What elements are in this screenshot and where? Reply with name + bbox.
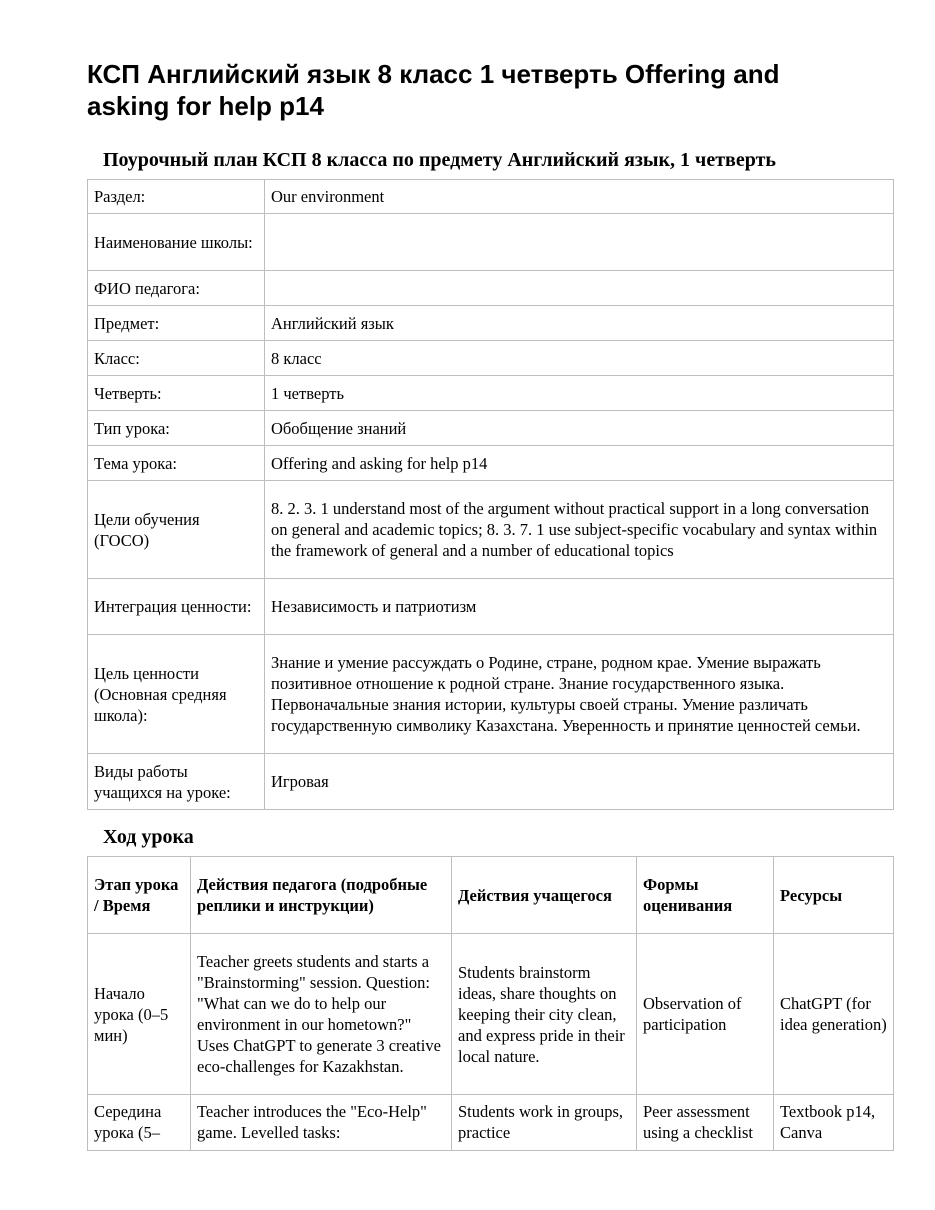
table-row [88, 376, 894, 411]
lesson-cell: Teacher introduces the "Eco-Help" game. Levelled tasks: [191, 1095, 452, 1151]
lesson-cell: Начало урока (0–5 мин) [88, 934, 191, 1095]
lesson-cell: ChatGPT (for idea generation) [774, 934, 894, 1095]
info-value: 8. 2. 3. 1 understand most of the argument without practical support in a long conversation on general and academic topics; 8. 3. 7. 1 use subject-specific vocabulary and syntax within the framework of general and a number of educational topics [265, 481, 894, 579]
table-row [88, 1095, 894, 1151]
info-label: Предмет: [88, 306, 265, 341]
info-value: Английский язык [265, 306, 894, 341]
lesson-info-table [87, 179, 894, 810]
table-row [88, 579, 894, 635]
info-value: Знание и умение рассуждать о Родине, стране, родном крае. Умение выражать позитивное отношение к родной стране. Знание государственного языка. Первоначальные знания истории, культуры своей страны. Умение различать государственную символику Казахстана. Уверенность и принятие ценностей семьи. [265, 635, 894, 754]
table-row [88, 271, 894, 306]
info-value: 8 класс [265, 341, 894, 376]
info-value: 1 четверть [265, 376, 894, 411]
info-label: Цель ценности (Основная средняя школа): [88, 635, 265, 754]
info-value: Our environment [265, 180, 894, 214]
table-row [88, 754, 894, 810]
column-header-stage: Этап урока / Время [88, 857, 191, 934]
table-row [88, 411, 894, 446]
table-row [88, 635, 894, 754]
column-header-resources: Ресурсы [774, 857, 894, 934]
info-value: Игровая [265, 754, 894, 810]
info-label: Цели обучения (ГОСО) [88, 481, 265, 579]
table-row [88, 180, 894, 214]
info-value: Независимость и патриотизм [265, 579, 894, 635]
table-header-row [88, 857, 894, 934]
lesson-cell: Teacher greets students and starts a "Brainstorming" session. Question: "What can we do to help our environment in our hometown?" Uses ChatGPT to generate 3 creative eco-challenges for Kazakhstan. [191, 934, 452, 1095]
info-label: Тип урока: [88, 411, 265, 446]
lesson-cell: Textbook p14, Canva [774, 1095, 894, 1151]
lesson-cell: Students brainstorm ideas, share thoughts on keeping their city clean, and express pride in their local nature. [452, 934, 637, 1095]
info-value [265, 271, 894, 306]
column-header-teacher-actions: Действия педагога (подробные реплики и инструкции) [191, 857, 452, 934]
info-label: Тема урока: [88, 446, 265, 481]
info-label: Интеграция ценности: [88, 579, 265, 635]
document-title: КСП Английский язык 8 класс 1 четверть Offering and asking for help p14 [87, 59, 780, 121]
info-label: Четверть: [88, 376, 265, 411]
table-row [88, 934, 894, 1095]
lesson-cell: Observation of participation [637, 934, 774, 1095]
lesson-cell: Students work in groups, practice [452, 1095, 637, 1151]
table-row [88, 306, 894, 341]
column-header-student-actions: Действия учащегося [452, 857, 637, 934]
table-row [88, 481, 894, 579]
table-row [88, 446, 894, 481]
plan-heading: Поурочный план КСП 8 класса по предмету Английский язык, 1 четверть [103, 149, 776, 171]
info-label: Класс: [88, 341, 265, 376]
info-label: Виды работы учащихся на уроке: [88, 754, 265, 810]
column-header-assessment: Формы оценивания [637, 857, 774, 934]
course-heading: Ход урока [103, 826, 194, 848]
info-label: Раздел: [88, 180, 265, 214]
info-label: Наименование школы: [88, 214, 265, 271]
lesson-course-table [87, 856, 894, 1151]
info-value: Offering and asking for help p14 [265, 446, 894, 481]
info-value [265, 214, 894, 271]
table-row [88, 214, 894, 271]
lesson-cell: Peer assessment using a checklist [637, 1095, 774, 1151]
info-value: Обобщение знаний [265, 411, 894, 446]
table-row [88, 341, 894, 376]
info-label: ФИО педагога: [88, 271, 265, 306]
lesson-cell: Середина урока (5– [88, 1095, 191, 1151]
